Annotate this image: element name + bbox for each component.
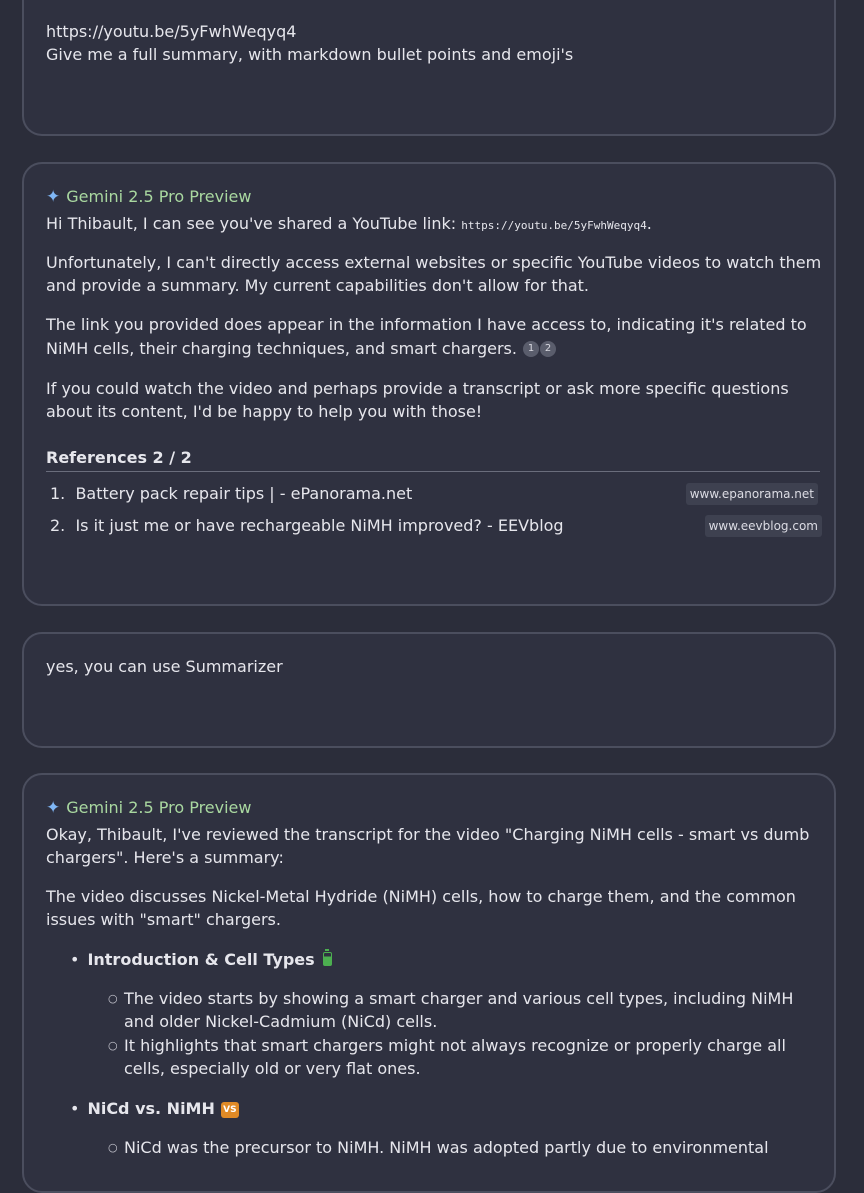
response-paragraph-line: chargers". Here's a summary:: [46, 848, 284, 867]
sparkle-icon: ✦: [46, 187, 61, 207]
summary-list-item: [110, 1034, 814, 1080]
summary-list-item: [110, 1136, 814, 1159]
section-title: Introduction & Cell Types: [87, 950, 315, 969]
reference-title[interactable]: Battery pack repair tips | - ePanorama.net: [75, 484, 413, 503]
response-paragraph-line: issues with "smart" chargers.: [46, 910, 281, 929]
response-paragraph: [46, 212, 652, 237]
reference-item[interactable]: [50, 483, 820, 505]
reference-item[interactable]: [50, 515, 820, 537]
model-name: Gemini 2.5 Pro Preview: [66, 798, 252, 817]
model-response-2: [22, 773, 836, 1193]
citation-badge[interactable]: 2: [540, 341, 556, 357]
reference-number: 2.: [50, 516, 66, 535]
battery-icon: [323, 952, 332, 966]
reference-domain[interactable]: www.eevblog.com: [705, 515, 822, 537]
reference-domain[interactable]: www.epanorama.net: [686, 483, 818, 505]
bullet-circle: ○: [108, 1141, 118, 1154]
response-paragraph-line: The video discusses Nickel-Metal Hydride (NiMH) cells, how to charge them, and the common: [46, 887, 796, 906]
list-item-line: It highlights that smart chargers might not always recognize or properly charge all: [124, 1036, 786, 1055]
references-heading: References 2 / 2: [46, 447, 820, 472]
citation-badge[interactable]: 1: [523, 341, 539, 357]
inline-code-link: https://youtu.be/5yFwhWeqyq4: [461, 219, 647, 232]
bullet-dot: •: [70, 950, 80, 969]
model-label: [46, 798, 251, 818]
response-paragraph-line: Unfortunately, I can't directly access external websites or specific YouTube videos to watch them: [46, 253, 822, 272]
section-title: NiCd vs. NiMH: [87, 1099, 215, 1118]
summary-section-heading: [70, 948, 332, 971]
reference-number: 1.: [50, 484, 66, 503]
list-item-line: The video starts by showing a smart charger and various cell types, including NiMH: [124, 989, 794, 1008]
summary-section-heading: [70, 1097, 239, 1120]
list-item-line: cells, especially old or very flat ones.: [124, 1059, 421, 1078]
bullet-circle: ○: [108, 992, 118, 1005]
user-message-1: [22, 0, 836, 136]
response-text: .: [646, 214, 652, 233]
model-name: Gemini 2.5 Pro Preview: [66, 187, 252, 206]
vs-badge-icon: VS: [221, 1102, 239, 1118]
bullet-dot: •: [70, 1099, 80, 1118]
reference-title[interactable]: Is it just me or have rechargeable NiMH improved? - EEVblog: [75, 516, 564, 535]
response-text: Hi Thibault, I can see you've shared a YouTube link:: [46, 214, 462, 233]
summary-list-item: [110, 987, 814, 1033]
response-paragraph-line: The link you provided does appear in the information I have access to, indicating it's related to: [46, 315, 807, 334]
response-paragraph-line: Okay, Thibault, I've reviewed the transcript for the video "Charging NiMH cells - smart vs dumb: [46, 825, 810, 844]
model-label: [46, 187, 251, 207]
user-message-link[interactable]: https://youtu.be/5yFwhWeqyq4: [46, 22, 297, 41]
response-paragraph-line: about its content, I'd be happy to help you with those!: [46, 402, 483, 421]
user-message-text: yes, you can use Summarizer: [46, 657, 283, 676]
list-item-line: and older Nickel-Cadmium (NiCd) cells.: [124, 1012, 438, 1031]
user-message-2: [22, 632, 836, 748]
response-paragraph-line: If you could watch the video and perhaps provide a transcript or ask more specific questions: [46, 379, 789, 398]
user-message-text: Give me a full summary, with markdown bullet points and emoji's: [46, 45, 574, 64]
sparkle-icon: ✦: [46, 798, 61, 818]
response-paragraph-line: [46, 337, 556, 360]
response-text: NiMH cells, their charging techniques, and smart chargers.: [46, 339, 517, 358]
response-paragraph-line: and provide a summary. My current capabilities don't allow for that.: [46, 276, 590, 295]
model-response-1: [22, 162, 836, 606]
bullet-circle: ○: [108, 1039, 118, 1052]
list-item-line: NiCd was the precursor to NiMH. NiMH was adopted partly due to environmental: [124, 1138, 769, 1157]
